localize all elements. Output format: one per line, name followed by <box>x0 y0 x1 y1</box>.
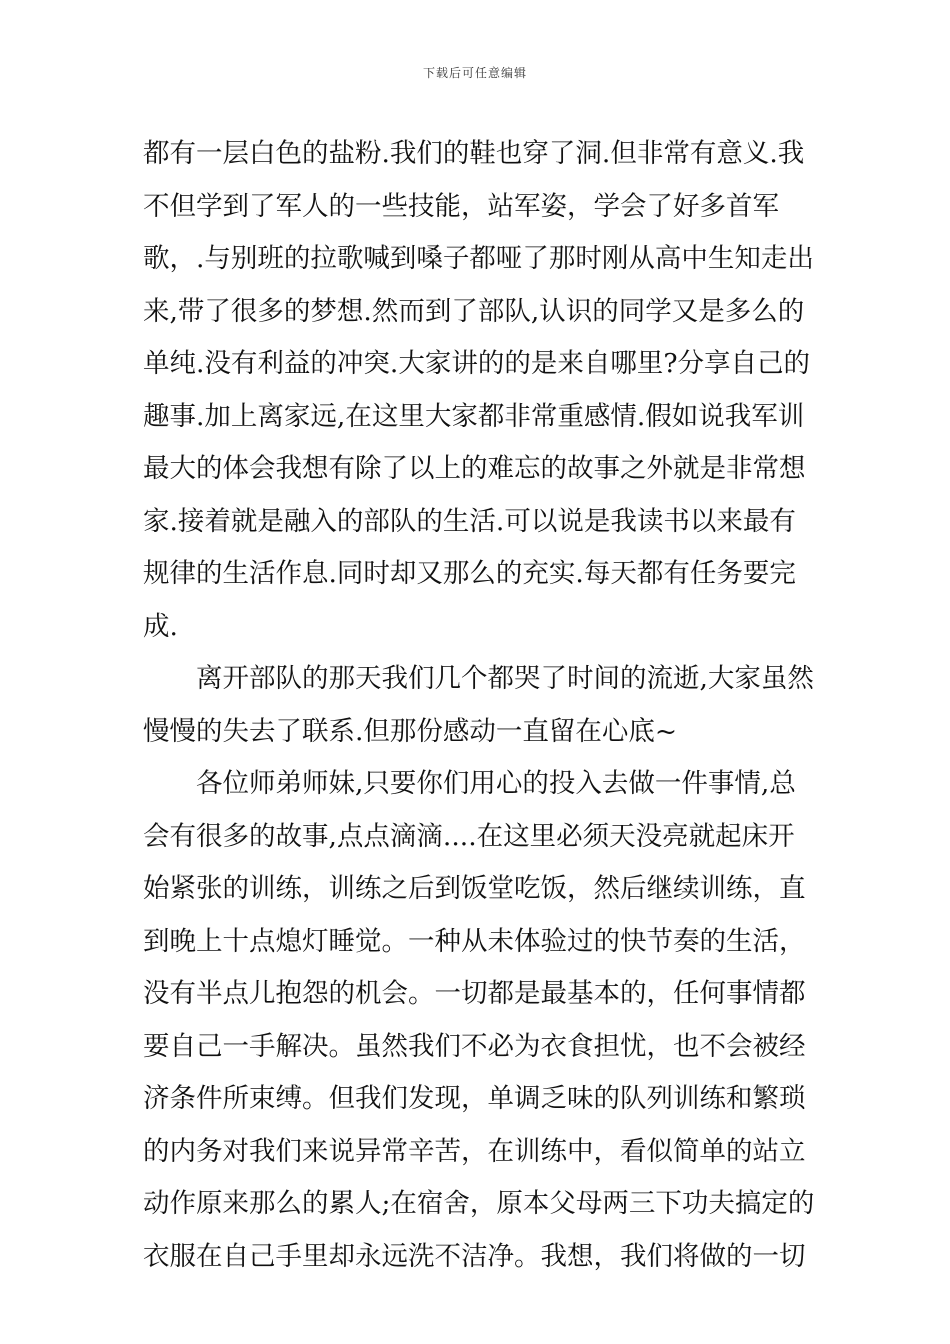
text-line: 没有半点儿抱怨的机会。一切都是最基本的，任何事情都 <box>143 978 806 1009</box>
text-line: 衣服在自己手里却永远洗不洁净。我想，我们将做的一切 <box>143 1240 806 1272</box>
text-line: 慢慢的失去了联系.但那份感动一直留在心底~ <box>143 715 678 747</box>
text-line: 最大的体会我想有除了以上的难忘的故事之外就是非常想 <box>143 453 806 484</box>
text-line: 不但学到了军人的一些技能，站军姿，学会了好多首军 <box>143 190 779 222</box>
text-line: 动作原来那么的累人;在宿舍，原本父母两三下功夫搞定的 <box>143 1188 815 1219</box>
text-line: 要自己一手解决。虽然我们不必为衣食担忧，也不会被经 <box>143 1030 806 1062</box>
text-line: 来,带了很多的梦想.然而到了部队,认识的同学又是多么的 <box>143 295 805 327</box>
text-line: 离开部队的那天我们几个都哭了时间的流逝,大家虽然 <box>196 663 814 694</box>
text-line: 到晚上十点熄灯睡觉。一种从未体验过的快节奏的生活， <box>143 925 806 957</box>
text-line: 的内务对我们来说异常辛苦，在训练中，看似简单的站立 <box>143 1135 806 1167</box>
document-body <box>143 128 815 1283</box>
paragraph-1 <box>143 128 814 653</box>
text-line: 都有一层白色的盐粉.我们的鞋也穿了洞.但非常有意义.我 <box>143 138 805 169</box>
text-line: 成. <box>143 610 178 642</box>
text-line: 家.接着就是融入的部队的生活.可以说是我读书以来最有 <box>143 505 796 537</box>
text-line: 会有很多的故事,点点滴滴....在这里必须天没亮就起床开 <box>143 820 795 852</box>
text-line: 单纯.没有利益的冲突.大家讲的的是来自哪里?分享自己的 <box>143 348 811 379</box>
text-line: 规律的生活作息.同时却又那么的充实.每天都有任务要完 <box>143 558 796 589</box>
text-line: 济条件所束缚。但我们发现，单调乏味的队列训练和繁琐 <box>143 1083 806 1114</box>
text-line: 各位师弟师妹,只要你们用心的投入去做一件事情,总 <box>196 768 796 799</box>
text-line: 趣事.加上离家远,在这里大家都非常重感情.假如说我军训 <box>143 400 805 432</box>
text-line: 歌，.与别班的拉歌喊到嗓子都哑了那时刚从高中生知走出 <box>143 243 814 274</box>
page-header: 下载后可任意编辑 <box>422 66 527 80</box>
paragraph-3 <box>143 758 815 1283</box>
paragraph-2 <box>143 653 814 758</box>
text-line: 始紧张的训练，训练之后到饭堂吃饭，然后继续训练，直 <box>143 873 806 904</box>
